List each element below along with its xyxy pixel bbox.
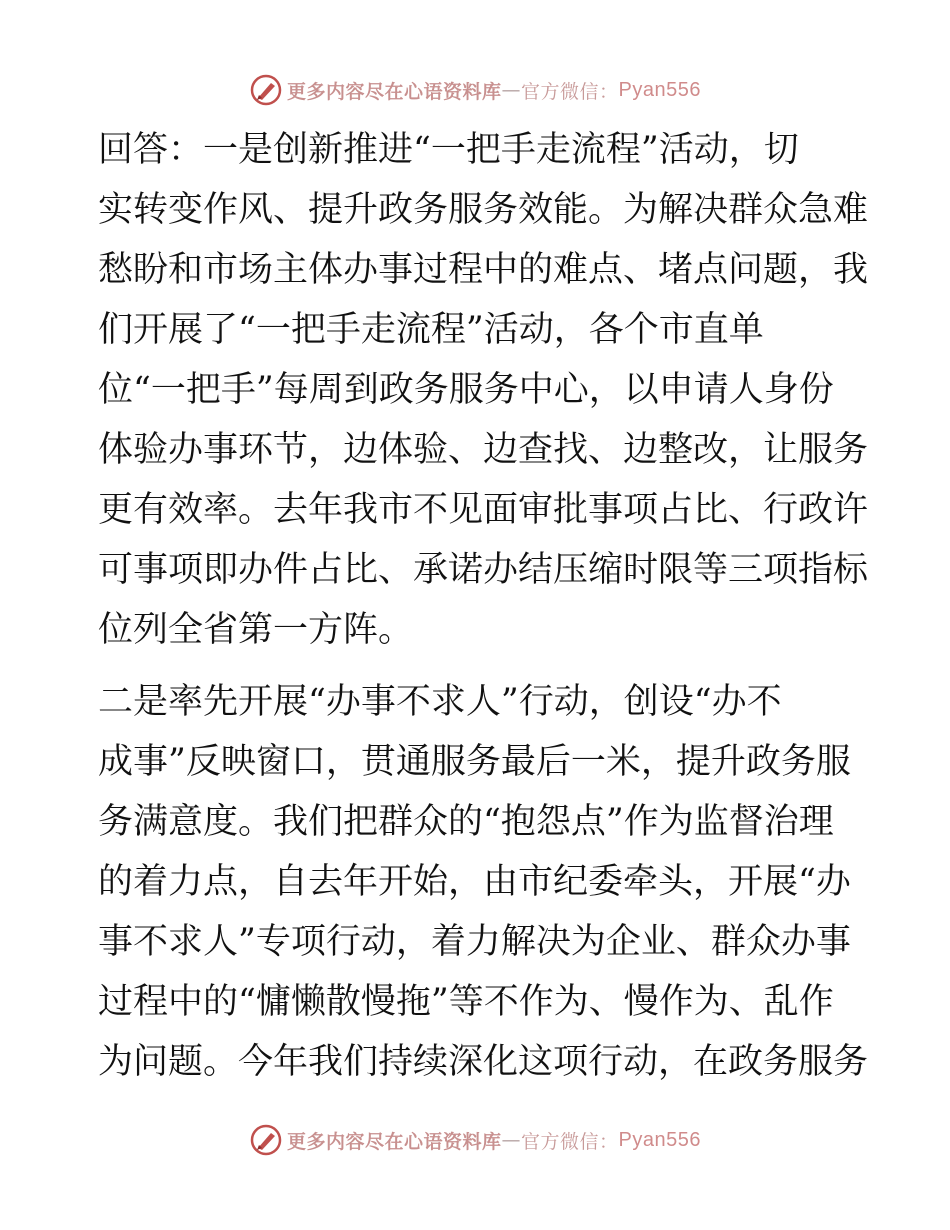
text-line: 可事项即办件占比、承诺办结压缩时限等三项指标: [98, 550, 869, 590]
footer-watermark: [0, 1120, 950, 1160]
paragraph-2: [98, 672, 869, 1092]
text-line: 过程中的“慵懒散慢拖”等不作为、慢作为、乱作: [98, 982, 834, 1022]
header-watermark: [0, 70, 950, 110]
text-line: 愁盼和市场主体办事过程中的难点、堵点问题，我: [98, 250, 869, 290]
watermark-main-text: 更多内容尽在心语资料库: [287, 80, 502, 103]
watermark-wechat-id: Pyan556: [618, 1128, 701, 1151]
text-line: 位列全省第一方阵。: [98, 610, 414, 650]
text-line: 务满意度。我们把群众的“抱怨点”作为监督治理: [98, 802, 834, 842]
watermark-wechat-label: 官方微信：: [521, 80, 619, 103]
document-body: [98, 120, 869, 1092]
pen-logo-icon: [249, 1123, 283, 1157]
text-line: 体验办事环节，边体验、边查找、边整改，让服务: [98, 430, 869, 470]
text-line: 回答：一是创新推进“一把手走流程”活动，切: [98, 130, 799, 170]
watermark-main-text: 更多内容尽在心语资料库: [287, 1130, 502, 1153]
paragraph-1: [98, 120, 869, 660]
text-line: 实转变作风、提升政务服务效能。为解决群众急难: [98, 190, 869, 230]
watermark-dash: —: [501, 1129, 522, 1151]
text-line: 事不求人”专项行动，着力解决为企业、群众办事: [98, 922, 851, 962]
watermark-wechat-id: Pyan556: [618, 78, 701, 101]
watermark-dash: —: [501, 79, 522, 101]
text-line: 的着力点，自去年开始，由市纪委牵头，开展“办: [98, 862, 851, 902]
text-line: 二是率先开展“办事不求人”行动，创设“办不: [98, 682, 782, 722]
text-line: 为问题。今年我们持续深化这项行动，在政务服务: [98, 1042, 869, 1082]
text-line: 成事”反映窗口，贯通服务最后一米，提升政务服: [98, 742, 851, 782]
text-line: 位“一把手”每周到政务服务中心，以申请人身份: [98, 370, 834, 410]
watermark-wechat-label: 官方微信：: [521, 1130, 619, 1153]
text-line: 更有效率。去年我市不见面审批事项占比、行政许: [98, 490, 869, 530]
pen-logo-icon: [249, 73, 283, 107]
text-line: 们开展了“一把手走流程”活动，各个市直单: [98, 310, 764, 350]
